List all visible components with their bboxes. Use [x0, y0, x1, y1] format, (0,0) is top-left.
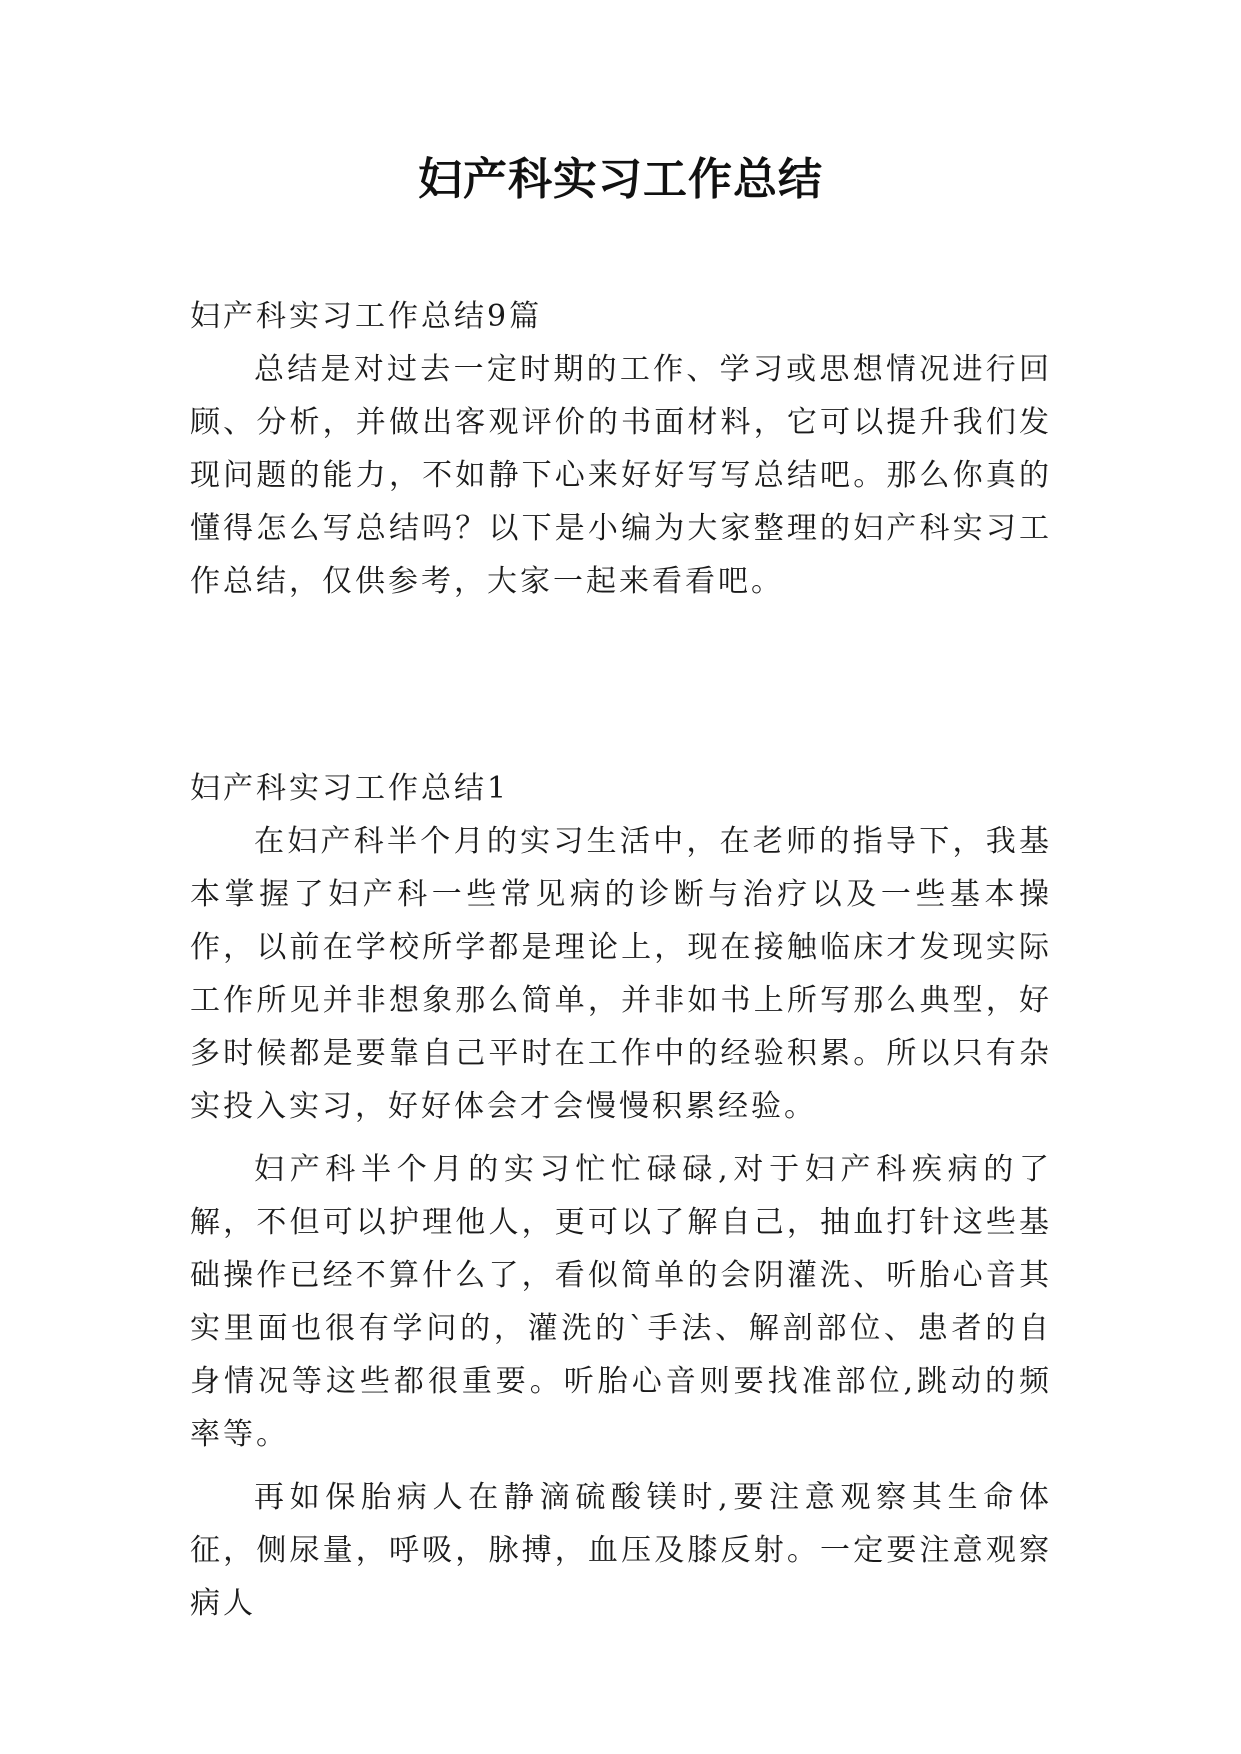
intro-paragraph: 总结是对过去一定时期的工作、学习或思想情况进行回顾、分析，并做出客观评价的书面材料，它可以提升我们发现问题的能力，不如静下心来好好写写总结吧。那么你真的懂得怎么写总结吗？以下是小编为大家整理的妇产科实习工作总结，仅供参考，大家一起来看看吧。 [190, 352, 1052, 599]
intro-section [190, 290, 1052, 618]
section-1-paragraph-1: 在妇产科半个月的实习生活中，在老师的指导下，我基本掌握了妇产科一些常见病的诊断与治疗以及一些基本操作，以前在学校所学都是理论上，现在接触临床才发现实际工作所见并非想象那么简单，并非如书上所写那么典型，好多时候都是要靠自己平时在工作中的经验积累。所以只有杂实投入实习，好好体会才会慢慢积累经验。 [190, 824, 1052, 1124]
document-title: 妇产科实习工作总结 [418, 154, 823, 205]
section-1-paragraph-2: 妇产科半个月的实习忙忙碌碌,对于妇产科疾病的了解，不但可以护理他人，更可以了解自己，抽血打针这些基础操作已经不算什么了，看似简单的会阴灌洗、听胎心音其实里面也很有学问的，灌洗的`手法、解剖部位、患者的自身情况等这些都很重要。听胎心音则要找准部位,跳动的频率等。 [190, 1152, 1052, 1452]
section-1-paragraph-3: 再如保胎病人在静滴硫酸镁时,要注意观察其生命体征，侧尿量，呼吸，脉搏，血压及膝反射。一定要注意观察病人 [190, 1480, 1052, 1621]
intro-heading: 妇产科实习工作总结9篇 [190, 299, 543, 334]
section-1-heading: 妇产科实习工作总结1 [190, 771, 510, 806]
section-1 [190, 762, 1052, 1640]
